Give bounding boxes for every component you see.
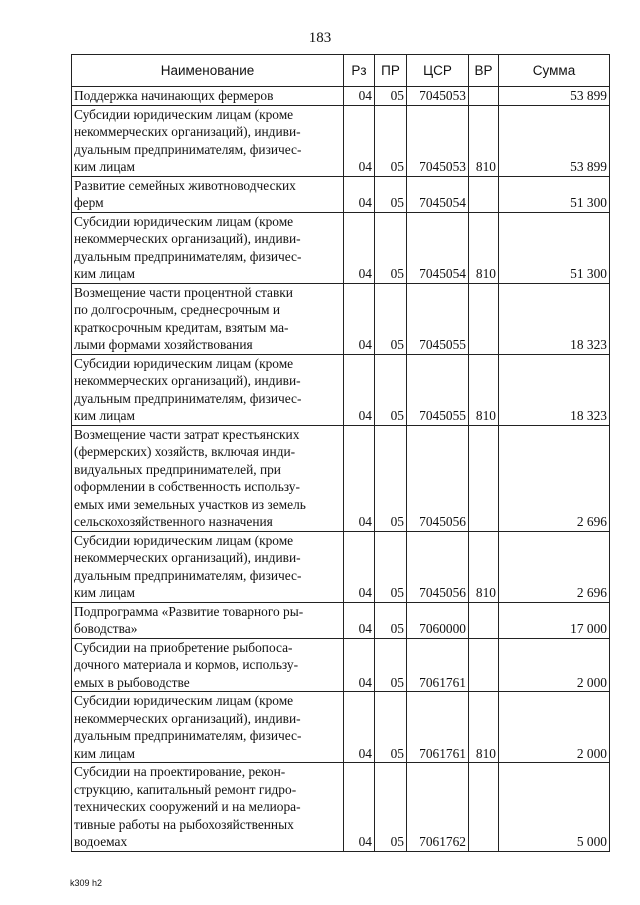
cell-rz: 04 [344,638,375,692]
cell-csr: 7045055 [407,283,469,354]
cell-csr: 7060000 [407,602,469,638]
cell-pr: 05 [375,602,407,638]
cell-sum: 53 899 [499,105,610,176]
cell-vr [469,602,499,638]
table-row [72,531,610,602]
table-row [72,105,610,176]
cell-pr: 05 [375,425,407,531]
cell-csr: 7045053 [407,87,469,106]
table-row [72,763,610,852]
table-row [72,212,610,283]
cell-csr: 7045055 [407,354,469,425]
cell-rz: 04 [344,602,375,638]
cell-name: Субсидии юридическим лицам (кроме некоммерческих организаций), индиви- дуальным предпринимателям, физичес- ким лицам [72,692,344,763]
header-name: Наименование [72,55,344,87]
cell-vr [469,176,499,212]
cell-rz: 04 [344,692,375,763]
cell-rz: 04 [344,283,375,354]
cell-rz: 04 [344,87,375,106]
header-vr: ВР [469,55,499,87]
cell-sum: 51 300 [499,212,610,283]
header-csr: ЦСР [407,55,469,87]
cell-name: Возмещение части затрат крестьянских (фермерских) хозяйств, включая инди- видуальных предпринимателей, при оформлении в собственность использу- емых ими земельных участков из земель сельскохозяйственного назначения [72,425,344,531]
cell-name: Поддержка начинающих фермеров [72,87,344,106]
cell-vr [469,425,499,531]
cell-rz: 04 [344,212,375,283]
cell-csr: 7045056 [407,425,469,531]
cell-vr: 810 [469,692,499,763]
cell-pr: 05 [375,105,407,176]
cell-vr [469,283,499,354]
cell-name: Субсидии на приобретение рыбопоса- дочного материала и кормов, использу- емых в рыбоводстве [72,638,344,692]
cell-rz: 04 [344,105,375,176]
cell-pr: 05 [375,638,407,692]
header-pr: ПР [375,55,407,87]
cell-name: Возмещение части процентной ставки по долгосрочным, среднесрочным и краткосрочным кредитам, взятым ма- лыми формами хозяйствования [72,283,344,354]
cell-sum: 2 696 [499,425,610,531]
cell-name: Субсидии юридическим лицам (кроме некоммерческих организаций), индиви- дуальным предпринимателям, физичес- ким лицам [72,212,344,283]
cell-sum: 5 000 [499,763,610,852]
cell-pr: 05 [375,212,407,283]
table-row [72,87,610,106]
table-row [72,176,610,212]
cell-rz: 04 [344,354,375,425]
budget-table [71,54,610,852]
cell-name: Субсидии юридическим лицам (кроме некоммерческих организаций), индиви- дуальным предпринимателям, физичес- ким лицам [72,105,344,176]
cell-name: Субсидии на проектирование, рекон- струкцию, капитальный ремонт гидро- технических сооружений и на мелиора- тивные работы на рыбохозяйственных водоемах [72,763,344,852]
cell-csr: 7045054 [407,176,469,212]
cell-vr: 810 [469,105,499,176]
cell-sum: 2 000 [499,692,610,763]
table-row [72,692,610,763]
cell-vr [469,638,499,692]
cell-csr: 7061761 [407,692,469,763]
cell-csr: 7061762 [407,763,469,852]
cell-rz: 04 [344,425,375,531]
table-row [72,354,610,425]
cell-pr: 05 [375,283,407,354]
cell-csr: 7061761 [407,638,469,692]
cell-sum: 51 300 [499,176,610,212]
cell-pr: 05 [375,176,407,212]
cell-sum: 18 323 [499,283,610,354]
table-header-row [72,55,610,87]
cell-pr: 05 [375,87,407,106]
header-rz: Рз [344,55,375,87]
table-row [72,638,610,692]
cell-csr: 7045053 [407,105,469,176]
cell-name: Подпрограмма «Развитие товарного ры- боводства» [72,602,344,638]
cell-rz: 04 [344,176,375,212]
cell-sum: 17 000 [499,602,610,638]
cell-pr: 05 [375,354,407,425]
cell-name: Субсидии юридическим лицам (кроме некоммерческих организаций), индиви- дуальным предпринимателям, физичес- ким лицам [72,531,344,602]
cell-csr: 7045056 [407,531,469,602]
cell-sum: 2 000 [499,638,610,692]
cell-vr: 810 [469,212,499,283]
table-row [72,602,610,638]
cell-vr [469,87,499,106]
cell-pr: 05 [375,531,407,602]
cell-csr: 7045054 [407,212,469,283]
header-sum: Сумма [499,55,610,87]
cell-rz: 04 [344,531,375,602]
cell-sum: 18 323 [499,354,610,425]
cell-sum: 2 696 [499,531,610,602]
cell-rz: 04 [344,763,375,852]
cell-name: Развитие семейных животноводческих ферм [72,176,344,212]
footer-code: k309 h2 [70,878,103,888]
page-number: 183 [308,30,332,46]
cell-vr: 810 [469,354,499,425]
table-row [72,283,610,354]
cell-name: Субсидии юридическим лицам (кроме некоммерческих организаций), индиви- дуальным предпринимателям, физичес- ким лицам [72,354,344,425]
cell-pr: 05 [375,692,407,763]
table-row [72,425,610,531]
cell-vr: 810 [469,531,499,602]
cell-sum: 53 899 [499,87,610,106]
cell-pr: 05 [375,763,407,852]
cell-vr [469,763,499,852]
